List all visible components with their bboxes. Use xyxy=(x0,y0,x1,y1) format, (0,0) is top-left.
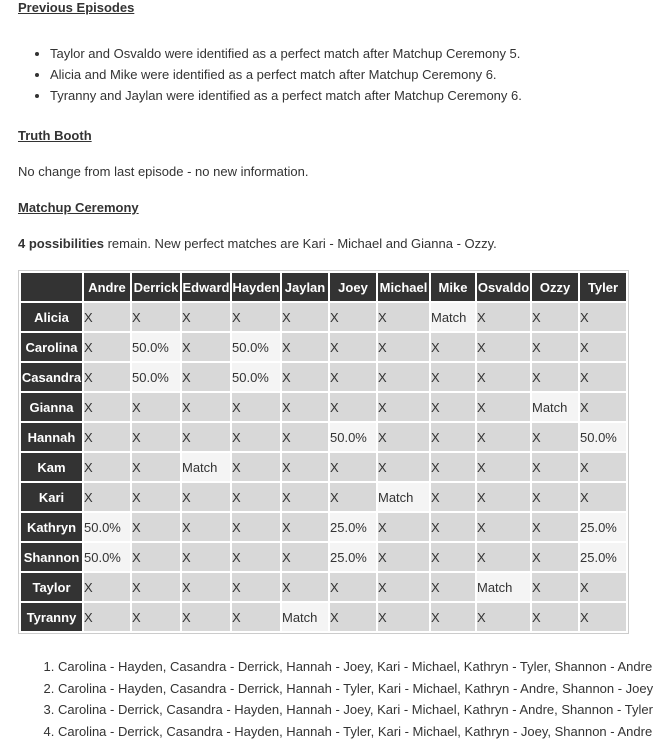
table-cell: X xyxy=(532,513,578,541)
table-cell: X xyxy=(532,363,578,391)
table-cell: X xyxy=(330,603,376,631)
table-cell: X xyxy=(182,393,230,421)
row-header: Tyranny xyxy=(21,603,82,631)
table-row xyxy=(21,453,626,481)
column-header: Edward xyxy=(182,273,230,301)
table-cell: X xyxy=(431,513,475,541)
table-cell: X xyxy=(182,483,230,511)
table-cell: X xyxy=(282,393,328,421)
row-header: Carolina xyxy=(21,333,82,361)
table-cell: X xyxy=(282,303,328,331)
table-cell: X xyxy=(532,333,578,361)
row-header: Taylor xyxy=(21,573,82,601)
table-cell: X xyxy=(580,303,626,331)
table-cell: 50.0% xyxy=(330,423,376,451)
matchup-ceremony-heading: Matchup Ceremony xyxy=(18,200,139,215)
table-cell: X xyxy=(378,423,429,451)
list-item: 2. Carolina - Hayden, Casandra - Derrick, Hannah - Tyler, Kari - Michael, Kathryn - Andre, Shannon - Joey xyxy=(58,678,653,700)
table-cell: X xyxy=(132,303,180,331)
table-cell: X xyxy=(477,303,530,331)
table-cell: X xyxy=(378,513,429,541)
table-row xyxy=(21,303,626,331)
table-row xyxy=(21,573,626,601)
table-cell: 50.0% xyxy=(84,513,130,541)
table-cell: X xyxy=(282,363,328,391)
table-cell: X xyxy=(84,393,130,421)
table-row xyxy=(21,333,626,361)
table-cell: X xyxy=(282,333,328,361)
table-cell: Match xyxy=(477,573,530,601)
table-row xyxy=(21,603,626,631)
table-cell: X xyxy=(532,573,578,601)
column-header: Tyler xyxy=(580,273,626,301)
table-cell: X xyxy=(532,483,578,511)
table-cell: X xyxy=(330,363,376,391)
previous-episodes-list xyxy=(18,43,522,106)
table-cell: X xyxy=(477,393,530,421)
row-header: Alicia xyxy=(21,303,82,331)
table-row xyxy=(21,483,626,511)
possibilities-count: 4 possibilities xyxy=(18,236,104,251)
table-cell: X xyxy=(378,573,429,601)
table-cell: X xyxy=(132,393,180,421)
table-cell: 50.0% xyxy=(580,423,626,451)
table-cell: X xyxy=(84,423,130,451)
table-cell: Match xyxy=(182,453,230,481)
table-cell: X xyxy=(232,573,280,601)
table-cell: X xyxy=(378,453,429,481)
table-cell: Match xyxy=(532,393,578,421)
table-cell: Match xyxy=(378,483,429,511)
table-cell: 50.0% xyxy=(132,333,180,361)
table-cell: X xyxy=(378,363,429,391)
table-cell: X xyxy=(580,603,626,631)
table-cell: X xyxy=(378,393,429,421)
table-header-row xyxy=(21,273,626,301)
table-cell: X xyxy=(477,603,530,631)
row-header: Kari xyxy=(21,483,82,511)
match-probability-table xyxy=(18,270,629,634)
table-cell: 50.0% xyxy=(232,363,280,391)
table-cell: X xyxy=(378,303,429,331)
table-cell: X xyxy=(580,573,626,601)
table-cell: X xyxy=(330,393,376,421)
list-item: 3. Carolina - Derrick, Casandra - Hayden, Hannah - Joey, Kari - Michael, Kathryn - Andre, Shannon - Tyler xyxy=(58,699,653,721)
table-cell: 50.0% xyxy=(232,333,280,361)
table-cell: X xyxy=(132,573,180,601)
matchup-summary: remain. New perfect matches are Kari - Michael and Gianna - Ozzy. xyxy=(103,236,497,251)
table-cell: X xyxy=(532,303,578,331)
row-header: Casandra xyxy=(21,363,82,391)
table-cell: X xyxy=(532,453,578,481)
row-header: Shannon xyxy=(21,543,82,571)
table-cell: X xyxy=(477,333,530,361)
table-cell: X xyxy=(132,423,180,451)
table-cell: X xyxy=(477,483,530,511)
table-cell: X xyxy=(431,603,475,631)
possibilities-list xyxy=(18,656,653,742)
table-cell: X xyxy=(182,543,230,571)
table-cell: X xyxy=(182,333,230,361)
table-cell: X xyxy=(84,483,130,511)
table-cell: X xyxy=(84,363,130,391)
table-cell: 25.0% xyxy=(580,513,626,541)
table-cell: X xyxy=(84,603,130,631)
table-cell: X xyxy=(232,543,280,571)
table-cell: X xyxy=(580,453,626,481)
table-cell: X xyxy=(182,513,230,541)
row-header: Hannah xyxy=(21,423,82,451)
table-cell: X xyxy=(477,363,530,391)
column-header: Andre xyxy=(84,273,130,301)
table-cell: X xyxy=(431,573,475,601)
table-cell: X xyxy=(431,423,475,451)
table-cell: X xyxy=(580,363,626,391)
table-cell: 25.0% xyxy=(330,543,376,571)
table-cell: X xyxy=(232,513,280,541)
table-cell: X xyxy=(330,483,376,511)
table-cell: X xyxy=(84,453,130,481)
table-cell: X xyxy=(431,483,475,511)
table-cell: X xyxy=(132,603,180,631)
table-cell: X xyxy=(84,333,130,361)
table-cell: X xyxy=(232,423,280,451)
list-item: • Tyranny and Jaylan were identified as a perfect match after Matchup Ceremony 6. xyxy=(50,85,522,106)
table-cell: X xyxy=(431,543,475,571)
table-cell: 50.0% xyxy=(132,363,180,391)
table-cell: X xyxy=(232,303,280,331)
table-cell: X xyxy=(378,603,429,631)
row-header: Gianna xyxy=(21,393,82,421)
column-header: Michael xyxy=(378,273,429,301)
table-cell: X xyxy=(132,513,180,541)
table-cell: X xyxy=(532,423,578,451)
table-cell: Match xyxy=(282,603,328,631)
table-cell: X xyxy=(378,333,429,361)
table-cell: X xyxy=(431,333,475,361)
table-cell: X xyxy=(282,573,328,601)
table-cell: X xyxy=(132,543,180,571)
table-cell: X xyxy=(431,453,475,481)
table-cell: X xyxy=(580,483,626,511)
table-cell: X xyxy=(182,603,230,631)
table-cell: 25.0% xyxy=(580,543,626,571)
list-item: 4. Carolina - Derrick, Casandra - Hayden, Hannah - Tyler, Kari - Michael, Kathryn - Joey, Shannon - Andre xyxy=(58,721,653,743)
table-cell: X xyxy=(330,573,376,601)
table-cell: X xyxy=(182,423,230,451)
table-cell: X xyxy=(232,483,280,511)
table-cell: X xyxy=(477,423,530,451)
table-row xyxy=(21,393,626,421)
table-cell: X xyxy=(477,543,530,571)
table-cell: X xyxy=(282,513,328,541)
table-cell: X xyxy=(182,573,230,601)
table-row xyxy=(21,513,626,541)
table-row xyxy=(21,423,626,451)
column-header: Ozzy xyxy=(532,273,578,301)
table-corner xyxy=(21,273,82,301)
table-cell: X xyxy=(282,483,328,511)
table-cell: X xyxy=(132,453,180,481)
column-header: Hayden xyxy=(232,273,280,301)
table-cell: X xyxy=(232,603,280,631)
row-header: Kam xyxy=(21,453,82,481)
table-cell: X xyxy=(84,303,130,331)
table-cell: X xyxy=(330,303,376,331)
column-header: Osvaldo xyxy=(477,273,530,301)
previous-episodes-heading: Previous Episodes xyxy=(18,0,135,15)
table-cell: 50.0% xyxy=(84,543,130,571)
table-cell: X xyxy=(182,363,230,391)
column-header: Jaylan xyxy=(282,273,328,301)
table-cell: X xyxy=(431,393,475,421)
table-cell: X xyxy=(84,573,130,601)
table-cell: Match xyxy=(431,303,475,331)
column-header: Mike xyxy=(431,273,475,301)
list-item: • Alicia and Mike were identified as a perfect match after Matchup Ceremony 6. xyxy=(50,64,522,85)
table-cell: X xyxy=(232,453,280,481)
table-cell: X xyxy=(132,483,180,511)
table-cell: X xyxy=(431,363,475,391)
list-item: 1. Carolina - Hayden, Casandra - Derrick, Hannah - Joey, Kari - Michael, Kathryn - Tyler, Shannon - Andre xyxy=(58,656,653,678)
table-cell: X xyxy=(182,303,230,331)
table-cell: X xyxy=(282,543,328,571)
column-header: Joey xyxy=(330,273,376,301)
row-header: Kathryn xyxy=(21,513,82,541)
table-row xyxy=(21,543,626,571)
matchup-ceremony-text xyxy=(18,236,497,251)
truth-booth-text: No change from last episode - no new information. xyxy=(18,164,309,179)
list-item: • Taylor and Osvaldo were identified as a perfect match after Matchup Ceremony 5. xyxy=(50,43,522,64)
table-cell: X xyxy=(330,333,376,361)
table-cell: X xyxy=(282,423,328,451)
truth-booth-heading: Truth Booth xyxy=(18,128,92,143)
table-cell: X xyxy=(477,453,530,481)
column-header: Derrick xyxy=(132,273,180,301)
table-cell: X xyxy=(580,333,626,361)
table-cell: X xyxy=(232,393,280,421)
table-row xyxy=(21,363,626,391)
table-cell: X xyxy=(477,513,530,541)
table-cell: X xyxy=(282,453,328,481)
table-cell: X xyxy=(580,393,626,421)
table-cell: X xyxy=(330,453,376,481)
table-cell: X xyxy=(532,603,578,631)
table-cell: X xyxy=(378,543,429,571)
table-cell: X xyxy=(532,543,578,571)
table-cell: 25.0% xyxy=(330,513,376,541)
